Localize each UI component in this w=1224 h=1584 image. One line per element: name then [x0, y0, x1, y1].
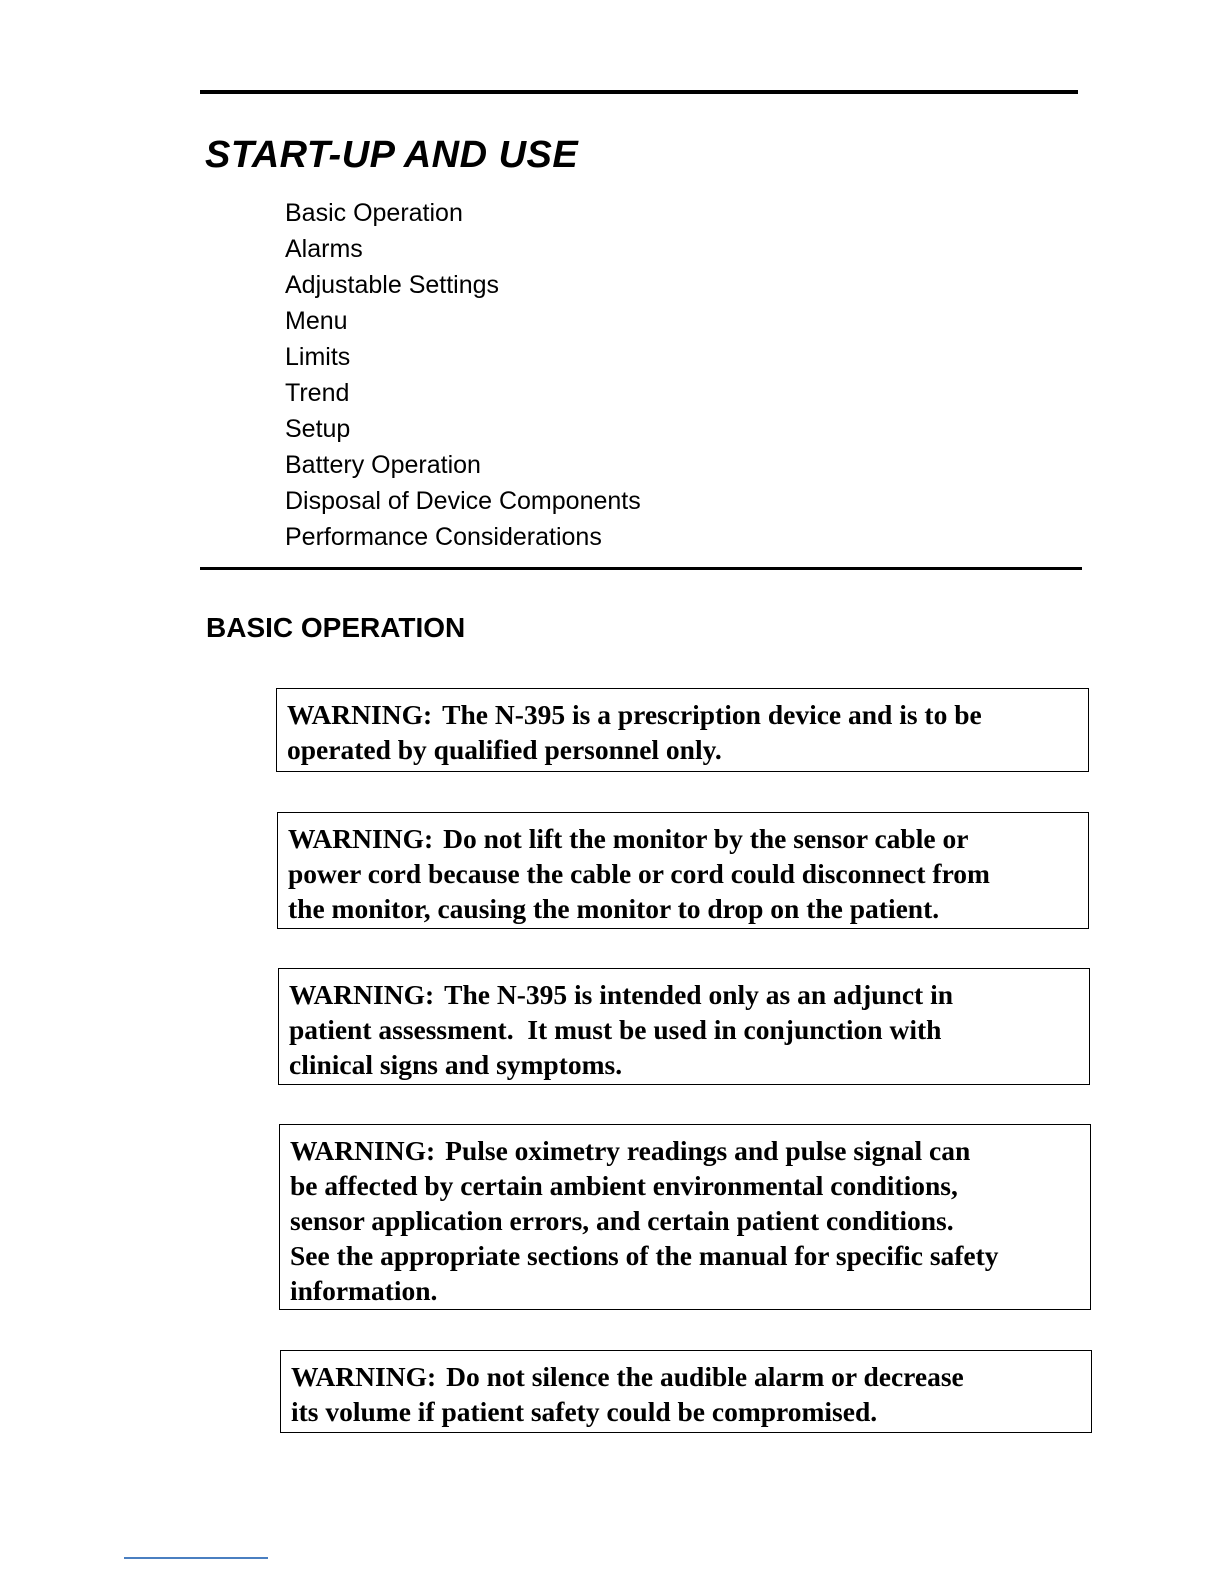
- warning-text-line: Do not silence the audible alarm or decrease: [446, 1361, 964, 1392]
- warning-text-line: power cord because the cable or cord could disconnect from: [288, 858, 990, 889]
- section-contents-list: [285, 195, 641, 555]
- warning-text-line: sensor application errors, and certain patient conditions.: [290, 1205, 954, 1236]
- section-divider: [200, 567, 1082, 570]
- warning-text-line: the monitor, causing the monitor to drop on the patient.: [288, 893, 940, 924]
- warning-box: [278, 968, 1090, 1085]
- warning-label: WARNING:: [291, 1361, 437, 1392]
- warning-text-line: operated by qualified personnel only.: [287, 734, 722, 765]
- top-divider: [200, 90, 1078, 94]
- page-title: START-UP AND USE: [205, 134, 579, 176]
- warning-text-line: Do not lift the monitor by the sensor cable or: [443, 823, 969, 854]
- footer-divider: [124, 1557, 268, 1559]
- warning-box: [276, 688, 1089, 772]
- toc-item-menu: Menu: [285, 307, 348, 335]
- warning-text-line: See the appropriate sections of the manual for specific safety: [290, 1240, 999, 1271]
- warning-text-line: The N-395 is a prescription device and is to be: [442, 699, 982, 730]
- warning-text-line: The N-395 is intended only as an adjunct in: [444, 979, 953, 1010]
- warning-label: WARNING:: [288, 823, 434, 854]
- warning-text-line: its volume if patient safety could be compromised.: [291, 1396, 878, 1427]
- warning-box: [280, 1350, 1092, 1433]
- toc-item-basic-operation: Basic Operation: [285, 199, 463, 227]
- section-heading: BASIC OPERATION: [206, 612, 466, 643]
- toc-item-trend: Trend: [285, 379, 350, 407]
- toc-item-setup: Setup: [285, 415, 351, 443]
- warning-box: [277, 812, 1089, 929]
- warning-label: WARNING:: [290, 1135, 436, 1166]
- warning-label: WARNING:: [289, 979, 435, 1010]
- toc-item-adjustable-settings: Adjustable Settings: [285, 271, 500, 299]
- warning-text-line: be affected by certain ambient environmental conditions,: [290, 1170, 958, 1201]
- warning-text-line: information.: [290, 1275, 438, 1306]
- warning-text-line: Pulse oximetry readings and pulse signal can: [445, 1135, 971, 1166]
- toc-item-limits: Limits: [285, 343, 351, 371]
- toc-item-performance: Performance Considerations: [285, 523, 602, 551]
- warning-box: [279, 1124, 1091, 1310]
- warning-text-line: clinical signs and symptoms.: [289, 1049, 623, 1080]
- warning-label: WARNING:: [287, 699, 433, 730]
- toc-item-alarms: Alarms: [285, 235, 363, 263]
- toc-item-disposal: Disposal of Device Components: [285, 487, 641, 515]
- warning-text-line: patient assessment. It must be used in conjunction with: [289, 1014, 942, 1045]
- toc-item-battery-operation: Battery Operation: [285, 451, 481, 479]
